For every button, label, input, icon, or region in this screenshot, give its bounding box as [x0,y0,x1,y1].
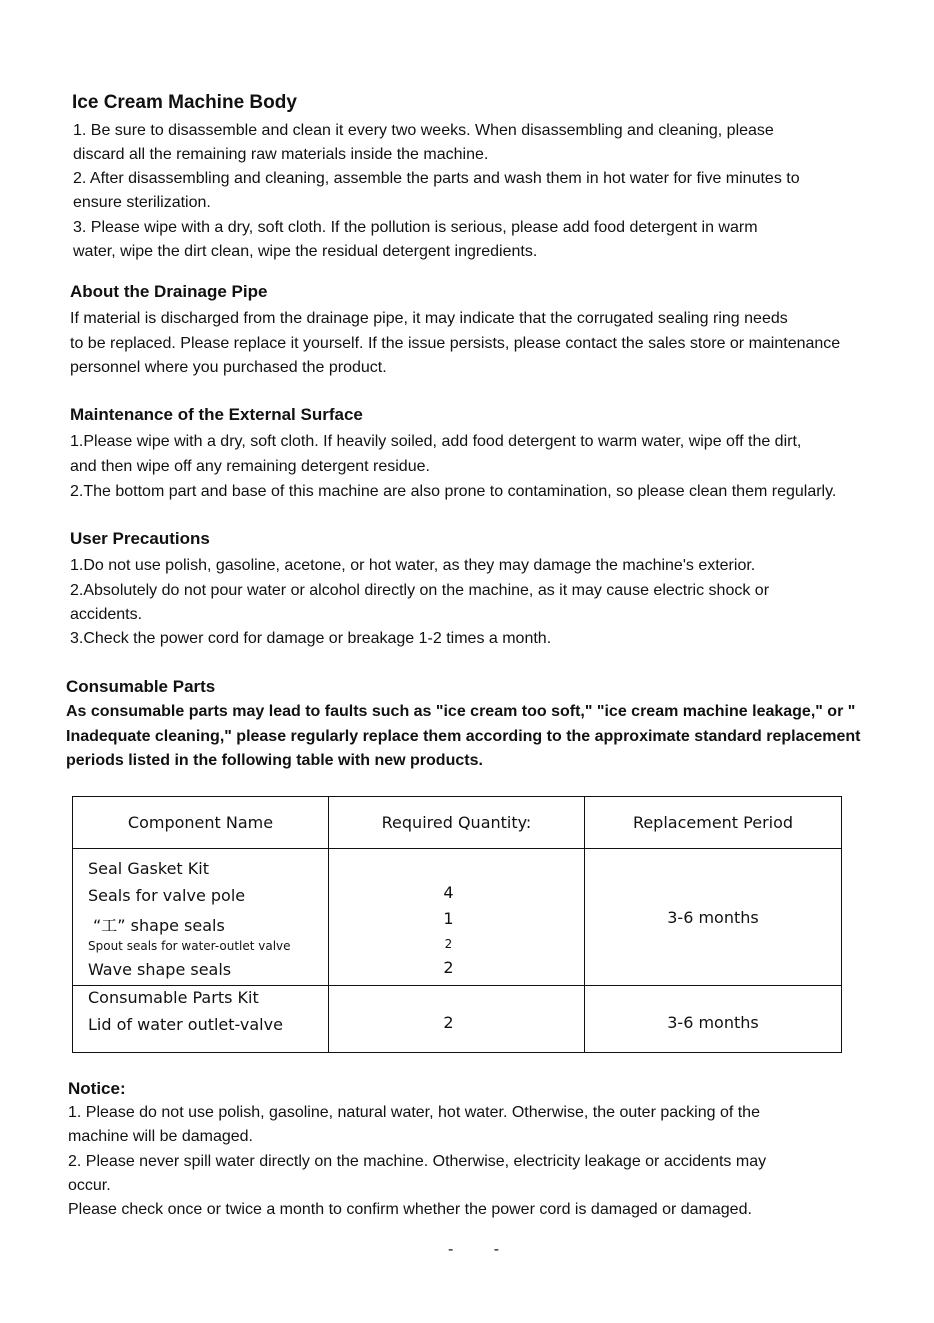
notice-line: occur. [68,1177,111,1194]
component-name: Seal Gasket Kit [88,859,209,878]
body-line: 3. Please wipe with a dry, soft cloth. If the pollution is serious, please add food detergent in warm [73,219,758,236]
table-row [73,986,842,1053]
precaution-line: 3.Check the power cord for damage or breakage 1-2 times a month. [70,630,552,647]
component-name: Lid of water outlet-valve [88,1015,283,1034]
consumables-line: Inadequate cleaning," please regularly replace them according to the approximate standard replacement [66,728,861,745]
quantity-value: 2 [444,937,453,951]
notice-line: Please check once or twice a month to confirm whether the power cord is damaged or damaged. [68,1201,752,1218]
quantity-value: 2 [443,958,454,977]
replacement-period: 3-6 months [667,1013,759,1032]
header-component-name: Component Name [73,797,329,849]
drainage-line: personnel where you purchased the product. [70,359,387,376]
consumables-line: As consumable parts may lead to faults such as "ice cream too soft," "ice cream machine leakage," or " [66,703,856,720]
notice-line: 2. Please never spill water directly on the machine. Otherwise, electricity leakage or accidents may [68,1153,767,1170]
header-required-quantity: Required Quantity: [329,797,585,849]
surface-line: and then wipe off any remaining detergent residue. [70,458,430,475]
quantity-value: 1 [443,909,454,928]
precaution-line: 2.Absolutely do not pour water or alcohol directly on the machine, as it may cause electric shock or [70,582,770,599]
body-line: 1. Be sure to disassemble and clean it every two weeks. When disassembling and cleaning, please [73,122,774,139]
surface-line: 2.The bottom part and base of this machine are also prone to contamination, so please clean them regularly. [70,483,837,500]
body-line: ensure sterilization. [73,194,211,211]
notice-line: machine will be damaged. [68,1128,253,1145]
component-name: Spout seals for water-outlet valve [88,939,291,953]
table-row [73,849,842,986]
section-title-precautions: User Precautions [70,529,210,548]
precaution-line: accidents. [70,606,143,623]
precaution-line: 1.Do not use polish, gasoline, acetone, or hot water, as they may damage the machine's exterior. [70,557,756,574]
consumables-line: periods listed in the following table with new products. [66,752,483,769]
replacement-table [72,796,842,1053]
section-title-drainage: About the Drainage Pipe [70,282,268,301]
component-name: “工” shape seals [93,916,225,935]
component-name: Seals for valve pole [88,886,246,905]
header-replacement-period: Replacement Period [585,797,842,849]
body-line: 2. After disassembling and cleaning, assemble the parts and wash them in hot water for five minutes to [73,170,800,187]
table-header-row [73,797,842,849]
page-number: - - [448,1241,518,1258]
body-line: water, wipe the dirt clean, wipe the residual detergent ingredients. [73,243,538,260]
section-title-notice: Notice: [68,1079,126,1098]
notice-line: 1. Please do not use polish, gasoline, natural water, hot water. Otherwise, the outer packing of the [68,1104,760,1121]
section-title-consumables: Consumable Parts [66,677,216,696]
quantity-value: 4 [443,883,454,902]
replacement-period: 3-6 months [667,908,759,927]
component-name: Wave shape seals [88,960,232,979]
surface-line: 1.Please wipe with a dry, soft cloth. If heavily soiled, add food detergent to warm water, wipe off the dirt, [70,433,802,450]
body-line: discard all the remaining raw materials inside the machine. [73,146,489,163]
drainage-line: If material is discharged from the drainage pipe, it may indicate that the corrugated sealing ring needs [70,310,788,327]
component-name: Consumable Parts Kit [88,988,259,1007]
quantity-value: 2 [443,1013,454,1032]
section-title-body: Ice Cream Machine Body [72,92,297,113]
section-title-surface: Maintenance of the External Surface [70,405,363,424]
drainage-line: to be replaced. Please replace it yourself. If the issue persists, please contact the sales store or maintenance [70,335,841,352]
